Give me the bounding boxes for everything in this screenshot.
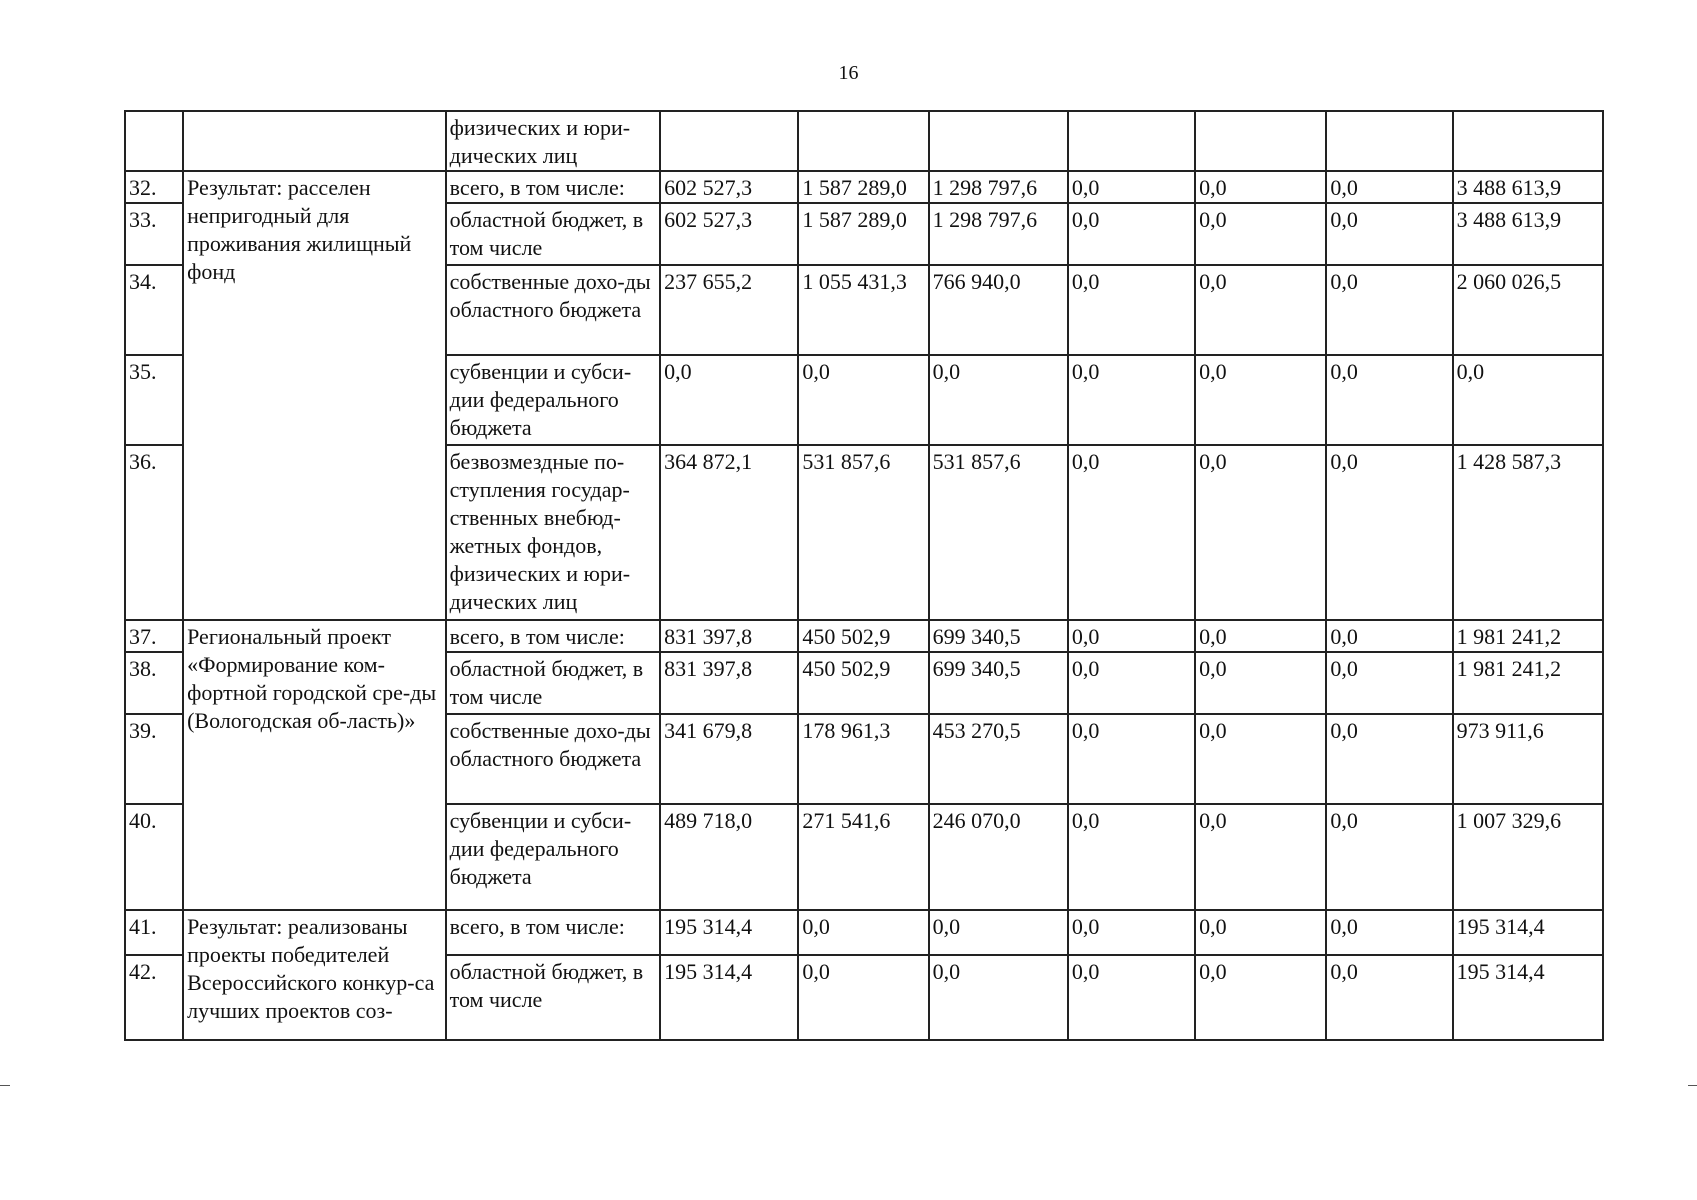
value-cell bbox=[929, 111, 1068, 171]
value-cell: 0,0 bbox=[1326, 445, 1452, 620]
value-cell: 3 488 613,9 bbox=[1453, 203, 1603, 265]
value-cell: 0,0 bbox=[1195, 355, 1326, 445]
funding-source: всего, в том числе: bbox=[446, 910, 660, 955]
funding-source: физических и юри-дических лиц bbox=[446, 111, 660, 171]
table-row bbox=[125, 171, 1603, 203]
value-cell: 1 298 797,6 bbox=[929, 203, 1068, 265]
value-cell: 3 488 613,9 bbox=[1453, 171, 1603, 203]
value-cell bbox=[1453, 111, 1603, 171]
value-cell: 489 718,0 bbox=[660, 804, 798, 910]
funding-source: собственные дохо-ды областного бюджета bbox=[446, 265, 660, 355]
value-cell: 1 428 587,3 bbox=[1453, 445, 1603, 620]
value-cell: 0,0 bbox=[1068, 171, 1195, 203]
value-cell: 0,0 bbox=[1195, 955, 1326, 1040]
value-cell: 0,0 bbox=[660, 355, 798, 445]
funding-source: собственные дохо-ды областного бюджета bbox=[446, 714, 660, 804]
value-cell bbox=[1326, 111, 1452, 171]
value-cell: 0,0 bbox=[1195, 203, 1326, 265]
row-number: 32. bbox=[125, 171, 183, 203]
value-cell: 453 270,5 bbox=[929, 714, 1068, 804]
result-name: Результат: реализованы проекты победителей Всероссийского конкур-са лучших проектов соз- bbox=[183, 910, 446, 1040]
value-cell: 237 655,2 bbox=[660, 265, 798, 355]
value-cell: 0,0 bbox=[1068, 910, 1195, 955]
value-cell: 0,0 bbox=[1326, 714, 1452, 804]
value-cell: 0,0 bbox=[1195, 265, 1326, 355]
row-name bbox=[183, 111, 446, 171]
row-number: 38. bbox=[125, 652, 183, 714]
value-cell: 0,0 bbox=[1326, 620, 1452, 652]
value-cell: 1 981 241,2 bbox=[1453, 620, 1603, 652]
funding-source: областной бюджет, в том числе bbox=[446, 955, 660, 1040]
value-cell: 699 340,5 bbox=[929, 652, 1068, 714]
value-cell: 0,0 bbox=[1068, 652, 1195, 714]
value-cell: 531 857,6 bbox=[798, 445, 928, 620]
value-cell: 1 587 289,0 bbox=[798, 203, 928, 265]
row-number bbox=[125, 111, 183, 171]
row-number: 37. bbox=[125, 620, 183, 652]
value-cell: 0,0 bbox=[1068, 445, 1195, 620]
value-cell: 0,0 bbox=[1068, 714, 1195, 804]
value-cell: 531 857,6 bbox=[929, 445, 1068, 620]
value-cell: 0,0 bbox=[1453, 355, 1603, 445]
value-cell: 0,0 bbox=[1326, 203, 1452, 265]
value-cell: 0,0 bbox=[1195, 652, 1326, 714]
value-cell: 195 314,4 bbox=[1453, 955, 1603, 1040]
value-cell bbox=[660, 111, 798, 171]
value-cell: 0,0 bbox=[929, 355, 1068, 445]
value-cell: 0,0 bbox=[1326, 355, 1452, 445]
value-cell: 178 961,3 bbox=[798, 714, 928, 804]
value-cell: 766 940,0 bbox=[929, 265, 1068, 355]
value-cell: 1 007 329,6 bbox=[1453, 804, 1603, 910]
value-cell: 246 070,0 bbox=[929, 804, 1068, 910]
value-cell: 364 872,1 bbox=[660, 445, 798, 620]
funding-source: безвозмездные по-ступления государ-ственных внебюд-жетных фондов, физических и юри-дических лиц bbox=[446, 445, 660, 620]
row-number: 42. bbox=[125, 955, 183, 1040]
value-cell: 0,0 bbox=[1195, 445, 1326, 620]
row-number: 34. bbox=[125, 265, 183, 355]
margin-mark bbox=[1688, 1085, 1697, 1086]
table-row bbox=[125, 111, 1603, 171]
row-number: 41. bbox=[125, 910, 183, 955]
value-cell: 0,0 bbox=[1326, 910, 1452, 955]
value-cell: 699 340,5 bbox=[929, 620, 1068, 652]
value-cell: 0,0 bbox=[1068, 355, 1195, 445]
row-number: 33. bbox=[125, 203, 183, 265]
value-cell: 0,0 bbox=[1326, 804, 1452, 910]
value-cell: 0,0 bbox=[929, 910, 1068, 955]
funding-source: всего, в том числе: bbox=[446, 171, 660, 203]
budget-table bbox=[124, 110, 1604, 1041]
value-cell: 0,0 bbox=[1195, 620, 1326, 652]
funding-source: всего, в том числе: bbox=[446, 620, 660, 652]
value-cell: 1 981 241,2 bbox=[1453, 652, 1603, 714]
value-cell: 0,0 bbox=[1068, 804, 1195, 910]
value-cell: 973 911,6 bbox=[1453, 714, 1603, 804]
row-number: 35. bbox=[125, 355, 183, 445]
value-cell: 0,0 bbox=[1068, 203, 1195, 265]
page-number: 16 bbox=[838, 62, 859, 84]
value-cell: 1 587 289,0 bbox=[798, 171, 928, 203]
value-cell: 0,0 bbox=[798, 910, 928, 955]
funding-source: областной бюджет, в том числе bbox=[446, 203, 660, 265]
value-cell: 0,0 bbox=[798, 955, 928, 1040]
value-cell: 831 397,8 bbox=[660, 652, 798, 714]
value-cell bbox=[798, 111, 928, 171]
value-cell: 0,0 bbox=[1068, 265, 1195, 355]
table-row bbox=[125, 910, 1603, 955]
table-row bbox=[125, 620, 1603, 652]
value-cell: 195 314,4 bbox=[660, 955, 798, 1040]
value-cell: 0,0 bbox=[1326, 171, 1452, 203]
value-cell: 0,0 bbox=[1195, 714, 1326, 804]
funding-source: субвенции и субси-дии федерального бюджета bbox=[446, 355, 660, 445]
value-cell: 602 527,3 bbox=[660, 203, 798, 265]
value-cell: 1 298 797,6 bbox=[929, 171, 1068, 203]
value-cell: 195 314,4 bbox=[660, 910, 798, 955]
project-name: Региональный проект «Формирование ком-фортной городской сре-ды (Вологодская об-ласть)» bbox=[183, 620, 446, 910]
value-cell: 0,0 bbox=[1068, 620, 1195, 652]
value-cell: 0,0 bbox=[1326, 652, 1452, 714]
margin-mark bbox=[0, 1085, 10, 1086]
value-cell: 831 397,8 bbox=[660, 620, 798, 652]
value-cell: 0,0 bbox=[798, 355, 928, 445]
row-number: 39. bbox=[125, 714, 183, 804]
funding-source: областной бюджет, в том числе bbox=[446, 652, 660, 714]
value-cell: 450 502,9 bbox=[798, 620, 928, 652]
value-cell: 0,0 bbox=[1326, 265, 1452, 355]
value-cell: 2 060 026,5 bbox=[1453, 265, 1603, 355]
value-cell: 195 314,4 bbox=[1453, 910, 1603, 955]
funding-source: субвенции и субси-дии федерального бюджета bbox=[446, 804, 660, 910]
value-cell: 0,0 bbox=[1195, 804, 1326, 910]
value-cell: 450 502,9 bbox=[798, 652, 928, 714]
value-cell: 0,0 bbox=[1195, 910, 1326, 955]
value-cell bbox=[1195, 111, 1326, 171]
value-cell: 341 679,8 bbox=[660, 714, 798, 804]
value-cell: 0,0 bbox=[1195, 171, 1326, 203]
value-cell: 0,0 bbox=[1326, 955, 1452, 1040]
value-cell: 0,0 bbox=[929, 955, 1068, 1040]
value-cell bbox=[1068, 111, 1195, 171]
value-cell: 602 527,3 bbox=[660, 171, 798, 203]
result-name: Результат: расселен непригодный для проживания жилищный фонд bbox=[183, 171, 446, 620]
row-number: 40. bbox=[125, 804, 183, 910]
value-cell: 1 055 431,3 bbox=[798, 265, 928, 355]
row-number: 36. bbox=[125, 445, 183, 620]
value-cell: 0,0 bbox=[1068, 955, 1195, 1040]
value-cell: 271 541,6 bbox=[798, 804, 928, 910]
